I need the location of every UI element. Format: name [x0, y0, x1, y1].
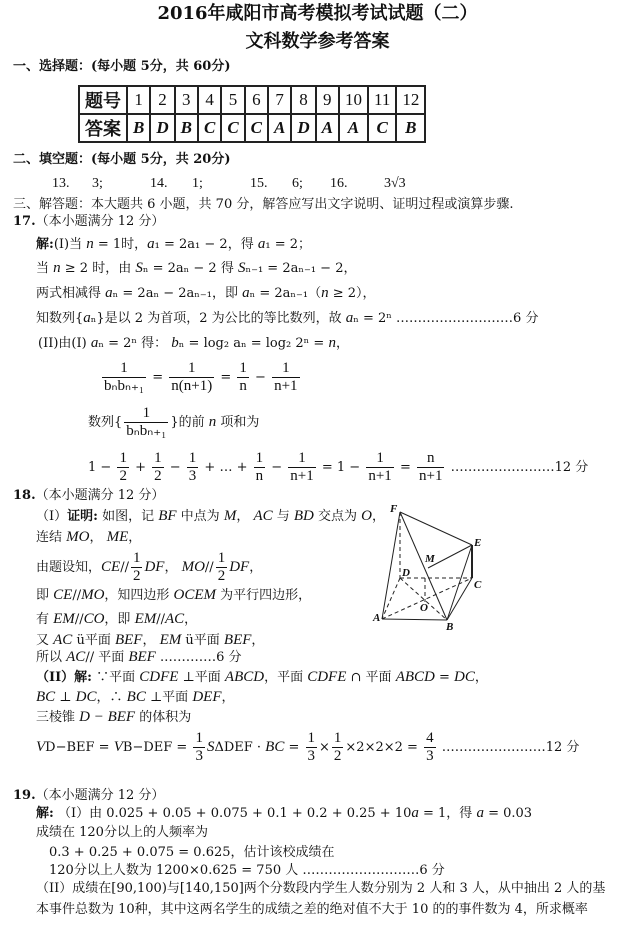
text-segment: ₁ = 2a₁ − 2，得 [154, 237, 258, 252]
solution-line [36, 902, 588, 918]
math-symbol: a [83, 310, 91, 326]
math-symbol: a [345, 310, 354, 326]
text-segment: = [395, 460, 415, 475]
text-segment: ， [372, 509, 386, 524]
text-segment: ≥ 2 时，由 [60, 261, 136, 276]
text-segment: 即 [36, 588, 54, 603]
text-segment: ， [221, 690, 235, 705]
answer-cell: D [150, 114, 174, 142]
fraction [306, 730, 318, 765]
text-segment: − [165, 460, 185, 475]
math-symbol: DF [229, 559, 250, 575]
math-symbol: n [86, 236, 94, 252]
math-symbol: AC [53, 632, 73, 648]
text-segment: + … + [200, 460, 252, 475]
math-symbol: S [135, 260, 143, 276]
bold-label: 19. [13, 788, 36, 803]
answer-table [78, 85, 426, 143]
text-segment: ， [184, 612, 198, 627]
math-symbol: BEF [114, 632, 143, 648]
solution-line [100, 360, 302, 395]
math-symbol: a [90, 335, 99, 351]
fraction [131, 550, 143, 585]
solution-line [36, 689, 235, 706]
text-segment: 为平行四边形， [216, 588, 312, 603]
denominator: bₙbₙ₊₁ [104, 378, 145, 394]
fill-num: 15. [250, 176, 268, 191]
denominator: 3 [426, 748, 434, 764]
text-segment: ……………………12 分 [437, 740, 580, 755]
denominator: n+1 [418, 468, 443, 484]
text-segment: ， [89, 530, 107, 545]
text-segment: 知数列{ [36, 311, 84, 326]
solution-line [36, 632, 264, 649]
fraction [193, 730, 205, 765]
text-segment: ， [249, 560, 263, 575]
solution-line [36, 825, 208, 841]
fraction [366, 450, 393, 485]
denominator: n+1 [368, 468, 392, 484]
text-segment: 120分以上人数为 1200×0.625 = 750 人 ………………………6 分 [49, 863, 445, 878]
math-symbol: BD [293, 508, 314, 524]
text-segment: − [250, 370, 271, 385]
solution-line [36, 587, 311, 604]
math-symbol: CE [101, 559, 121, 575]
solution-line [36, 310, 538, 327]
text-segment: 0.3 + 0.25 + 0.075 = 0.625，估计该校成绩在 [49, 845, 335, 860]
bold-label: 证明: [67, 509, 98, 524]
denominator: n [239, 378, 247, 394]
text-segment: 三棱锥 [36, 710, 80, 725]
text-segment: // [204, 560, 214, 575]
answer-cell: B [396, 114, 425, 142]
fill-ans: 3; [92, 176, 103, 191]
text-segment: ⊥ [55, 690, 76, 705]
math-symbol: MO [181, 559, 205, 575]
math-symbol: CDFE [139, 669, 179, 685]
question-number: 6 [245, 86, 268, 114]
geometry-figure [370, 500, 520, 635]
math-symbol: EM [134, 611, 157, 627]
math-symbol: a [257, 236, 266, 252]
solution-line [49, 845, 335, 861]
fill-ans: 1; [192, 176, 203, 191]
fraction [288, 450, 315, 485]
text-segment: ， [251, 633, 265, 648]
row-label-number: 题号 [79, 86, 127, 114]
text-segment: ∵平面 [91, 670, 140, 685]
text-segment: = 1，得 [418, 806, 477, 821]
bold-label: （II）解: [36, 670, 92, 685]
numerator: 1 [119, 450, 127, 466]
solution-line [36, 260, 356, 277]
text-segment: ₙ = 2aₙ₋₁（ [249, 286, 322, 301]
fraction [272, 360, 299, 395]
fraction [424, 730, 436, 765]
text-segment: 如图，记 [97, 509, 159, 524]
solution-line [36, 611, 197, 628]
numerator: 1 [217, 550, 226, 566]
math-symbol: BF [158, 508, 177, 524]
question-number: 7 [268, 86, 291, 114]
math-symbol: CO [83, 611, 105, 627]
text-segment: 1 − [88, 460, 116, 475]
math-symbol: BC [36, 689, 56, 705]
text-segment: 连结 [36, 530, 67, 545]
text-segment: // 平面 [85, 650, 129, 665]
text-segment: 交点为 [313, 509, 362, 524]
solution-line [36, 881, 605, 897]
numerator: 1 [188, 360, 196, 376]
math-symbol: AC [165, 611, 185, 627]
text-segment: （本小题满分 12 分） [35, 214, 165, 229]
denominator: 2 [217, 568, 226, 584]
fraction [332, 730, 344, 765]
page-subtitle: 文科数学参考答案 [245, 31, 390, 52]
text-segment: ， [128, 530, 142, 545]
section-solution-heading: 三、解答题：本大题共 6 小题，共 70 分，解答应写出文字说明、证明过程或演算步骤. [13, 197, 514, 212]
math-symbol: b [171, 335, 179, 351]
text-segment: D−BEF = [45, 740, 114, 755]
math-symbol: ABCD [224, 669, 265, 685]
text-segment: ₙ}是以 2 为首项，2 为公比的等比数列，故 [90, 311, 346, 326]
denominator: 3 [195, 748, 203, 764]
text-segment: ⊥平面 [178, 670, 225, 685]
math-symbol: BEF [128, 649, 156, 665]
answer-cell: A [268, 114, 291, 142]
text-segment: = [148, 370, 168, 385]
text-segment: 当 [36, 261, 54, 276]
answer-cell: C [198, 114, 221, 142]
text-segment: ， [164, 560, 182, 575]
text-segment: ， [142, 633, 160, 648]
label-O: O [420, 602, 428, 614]
numerator: 1 [255, 450, 264, 466]
solution-line [36, 709, 191, 726]
text-segment: ₙ = 2aₙ − 2 得 [142, 261, 238, 276]
fraction [102, 360, 146, 395]
math-symbol: ME [106, 529, 129, 545]
text-segment: − [267, 460, 287, 475]
question-number: 12 [396, 86, 425, 114]
text-segment: ₁ = 2； [265, 237, 311, 252]
math-symbol: BC [265, 739, 285, 755]
denominator: 2 [132, 568, 141, 584]
math-symbol: CE [53, 587, 73, 603]
answer-cell: B [175, 114, 198, 142]
math-symbol: DF [144, 559, 165, 575]
math-symbol: DC [75, 689, 97, 705]
text-segment: （I） [36, 509, 68, 524]
math-symbol: V [113, 739, 123, 755]
label-C: C [474, 579, 482, 591]
math-symbol: BC [126, 689, 146, 705]
math-symbol: AC [66, 649, 86, 665]
numerator: 1 [195, 730, 203, 746]
text-segment: （本小题满分 12 分） [35, 488, 165, 503]
numerator: 4 [426, 730, 434, 746]
math-symbol: O [361, 508, 372, 524]
denominator: 3 [307, 748, 315, 764]
text-segment: ü平面 [72, 633, 115, 648]
fill-ans: 6; [292, 176, 303, 191]
text-segment: ， [335, 336, 349, 351]
math-symbol: M [223, 508, 237, 524]
answer-cell: B [127, 114, 150, 142]
text-segment: 所以 [36, 650, 67, 665]
text-segment: ∩ 平面 [346, 670, 396, 685]
denominator: n [255, 468, 264, 484]
text-segment: 两式相减得 [36, 286, 106, 301]
text-segment: ， [236, 509, 254, 524]
solution-line [36, 508, 385, 525]
math-symbol: a [105, 285, 113, 301]
solution-line [36, 529, 141, 546]
solution-line [13, 788, 164, 804]
text-segment: + [130, 460, 151, 475]
question-number: 1 [127, 86, 150, 114]
numerator: 1 [154, 450, 162, 466]
fill-ans: 3√3 [384, 176, 406, 191]
math-symbol: S [206, 739, 215, 755]
row-label-answer: 答案 [79, 114, 127, 142]
text-segment: 的体积为 [135, 710, 192, 725]
text-segment: = 0.03 [483, 806, 533, 821]
question-number: 8 [291, 86, 315, 114]
numerator: 1 [298, 450, 306, 466]
fraction [117, 450, 129, 485]
page-title: 2016年咸阳市高考模拟考试试题（二） [157, 3, 478, 24]
fraction [124, 405, 168, 440]
math-symbol: D − BEF [79, 709, 136, 725]
fraction [237, 360, 249, 395]
fraction [152, 450, 164, 485]
text-segment: B−DEF = [122, 740, 192, 755]
text-segment: = [284, 740, 304, 755]
question-number: 2 [150, 86, 174, 114]
solution-line [13, 488, 164, 504]
text-segment: (II)由(I) [38, 336, 91, 351]
math-symbol: DEF [192, 689, 222, 705]
numerator: 1 [120, 360, 128, 376]
text-segment: 数列{ [88, 415, 123, 430]
section-choice-heading: 一、选择题：(每小题 5分，共 60分) [13, 59, 231, 74]
numerator: 1 [188, 450, 197, 466]
text-segment: （本小题满分 12 分） [35, 788, 165, 803]
denominator: n+1 [274, 378, 298, 394]
text-segment: }的前 [170, 415, 209, 430]
text-segment: = [434, 670, 455, 685]
label-D: D [402, 567, 410, 579]
bold-label: 解: [36, 806, 54, 821]
math-symbol: MO [81, 587, 105, 603]
solution-line [88, 450, 588, 485]
solution-line [49, 863, 445, 879]
text-segment: ₙ = log₂ aₙ = log₂ 2ⁿ = [178, 336, 329, 351]
math-symbol: a [476, 805, 484, 821]
text-segment: // [72, 588, 82, 603]
text-segment: × [319, 740, 330, 755]
solution-line [36, 236, 311, 253]
numerator: 1 [239, 360, 247, 376]
text-segment: 成绩在 120分以上的人频率为 [36, 825, 208, 840]
question-number: 9 [316, 86, 339, 114]
text-segment: 与 [272, 509, 294, 524]
label-M: M [425, 553, 435, 565]
denominator: 2 [119, 468, 127, 484]
solution-line [36, 669, 488, 686]
solution-line [36, 550, 262, 585]
solution-line [88, 405, 259, 440]
solution-line [36, 649, 242, 666]
fraction [169, 360, 214, 395]
fill-num: 13. [52, 176, 70, 191]
text-segment: ×2×2×2 = [345, 740, 423, 755]
question-number: 4 [198, 86, 221, 114]
answer-cell: D [291, 114, 315, 142]
text-segment: ，平面 [264, 670, 308, 685]
text-segment: ，∴ [96, 690, 127, 705]
answer-cell: C [221, 114, 244, 142]
math-symbol: ABCD [395, 669, 435, 685]
fill-num: 14. [150, 176, 168, 191]
solution-line [36, 730, 579, 765]
denominator: n(n+1) [171, 378, 213, 394]
text-segment: (I)当 [53, 237, 87, 252]
answer-cell: A [339, 114, 368, 142]
math-symbol: n [321, 285, 329, 301]
bold-label: 17. [13, 214, 36, 229]
answer-cell: A [316, 114, 339, 142]
label-F: F [390, 503, 398, 515]
text-segment: （I）由 0.025 + 0.05 + 0.075 + 0.1 + 0.2 + 0.25 + 10 [53, 806, 412, 821]
text-segment: ₙ = 2aₙ − 2aₙ₋₁，即 [112, 286, 243, 301]
text-segment: ü平面 [181, 633, 224, 648]
numerator: 1 [376, 450, 384, 466]
text-segment: ₙ₋₁ = 2aₙ₋₁ − 2， [245, 261, 357, 276]
denominator: 2 [154, 468, 162, 484]
question-number: 11 [368, 86, 396, 114]
fill-num: 16. [330, 176, 348, 191]
text-segment: ，知四边形 [104, 588, 174, 603]
text-segment: = [216, 370, 236, 385]
denominator: 3 [188, 468, 197, 484]
math-symbol: AC [253, 508, 273, 524]
text-segment: ₙ = 2ⁿ 得： [98, 336, 172, 351]
math-symbol: CDFE [307, 669, 347, 685]
text-segment: ，即 [104, 612, 135, 627]
math-symbol: a [411, 805, 419, 821]
math-symbol: EM [53, 611, 75, 627]
math-symbol: a [147, 236, 155, 252]
label-E: E [474, 537, 482, 549]
text-segment: ≥ 2）， [328, 286, 376, 301]
label-A: A [373, 612, 381, 624]
text-segment: （II）成绩在[90,100)与[140,150]两个分数段内学生人数分别为 2 人和 3 人，从中抽出 2 人的基 [36, 881, 606, 896]
label-B: B [446, 621, 454, 633]
text-segment: // [156, 612, 165, 627]
math-symbol: EM [159, 632, 182, 648]
denominator: bₙbₙ₊₁ [126, 423, 167, 439]
section-fill-heading: 二、填空题：(每小题 5分，共 20分) [13, 152, 231, 167]
text-segment: ₙ = 2ⁿ ………………………6 分 [353, 311, 539, 326]
text-segment: ⊥平面 [145, 690, 193, 705]
text-segment: ……………………12 分 [446, 460, 589, 475]
text-segment: 又 [36, 633, 54, 648]
fraction [187, 450, 199, 485]
solution-line [36, 805, 532, 822]
text-segment: 本事件总数为 10种，其中这两名学生的成绩之差的绝对值不大于 10 的的事件数为 4，所求概率 [36, 902, 588, 917]
math-symbol: V [36, 739, 46, 755]
question-number: 3 [175, 86, 198, 114]
math-symbol: n [208, 414, 217, 430]
text-segment: ， [474, 670, 488, 685]
solution-line [13, 214, 164, 230]
fraction [417, 450, 444, 485]
text-segment: 项和为 [216, 415, 260, 430]
text-segment: // [74, 612, 84, 627]
denominator: n+1 [290, 468, 314, 484]
numerator: n [426, 450, 435, 466]
math-symbol: S [237, 260, 246, 276]
math-symbol: n [53, 260, 61, 276]
math-symbol: n [328, 335, 336, 351]
text-segment: = 1 − [317, 460, 365, 475]
math-symbol: BEF [223, 632, 252, 648]
math-symbol: a [242, 285, 250, 301]
fraction [254, 450, 266, 485]
text-segment: // [120, 560, 129, 575]
text-segment: .…………6 分 [155, 650, 242, 665]
question-number: 5 [221, 86, 244, 114]
bold-label: 解: [36, 237, 54, 252]
bold-label: 18. [13, 488, 36, 503]
numerator: 1 [142, 405, 151, 421]
denominator: 2 [333, 748, 342, 764]
solution-line [36, 285, 376, 302]
numerator: 1 [132, 550, 141, 566]
solution-line [38, 335, 349, 352]
answer-cell: C [368, 114, 396, 142]
numerator: 1 [333, 730, 342, 746]
question-number: 10 [339, 86, 368, 114]
numerator: 1 [282, 360, 290, 376]
math-symbol: OCEM [173, 587, 217, 603]
fraction [216, 550, 228, 585]
answer-cell: C [245, 114, 268, 142]
text-segment: = 1时， [93, 237, 148, 252]
text-segment: 有 [36, 612, 54, 627]
math-symbol: MO [66, 529, 90, 545]
math-symbol: DC [454, 669, 475, 685]
text-segment: 中点为 [176, 509, 224, 524]
text-segment: 由题设知， [36, 560, 102, 575]
text-segment: ΔDEF · [214, 740, 266, 755]
numerator: 1 [307, 730, 315, 746]
